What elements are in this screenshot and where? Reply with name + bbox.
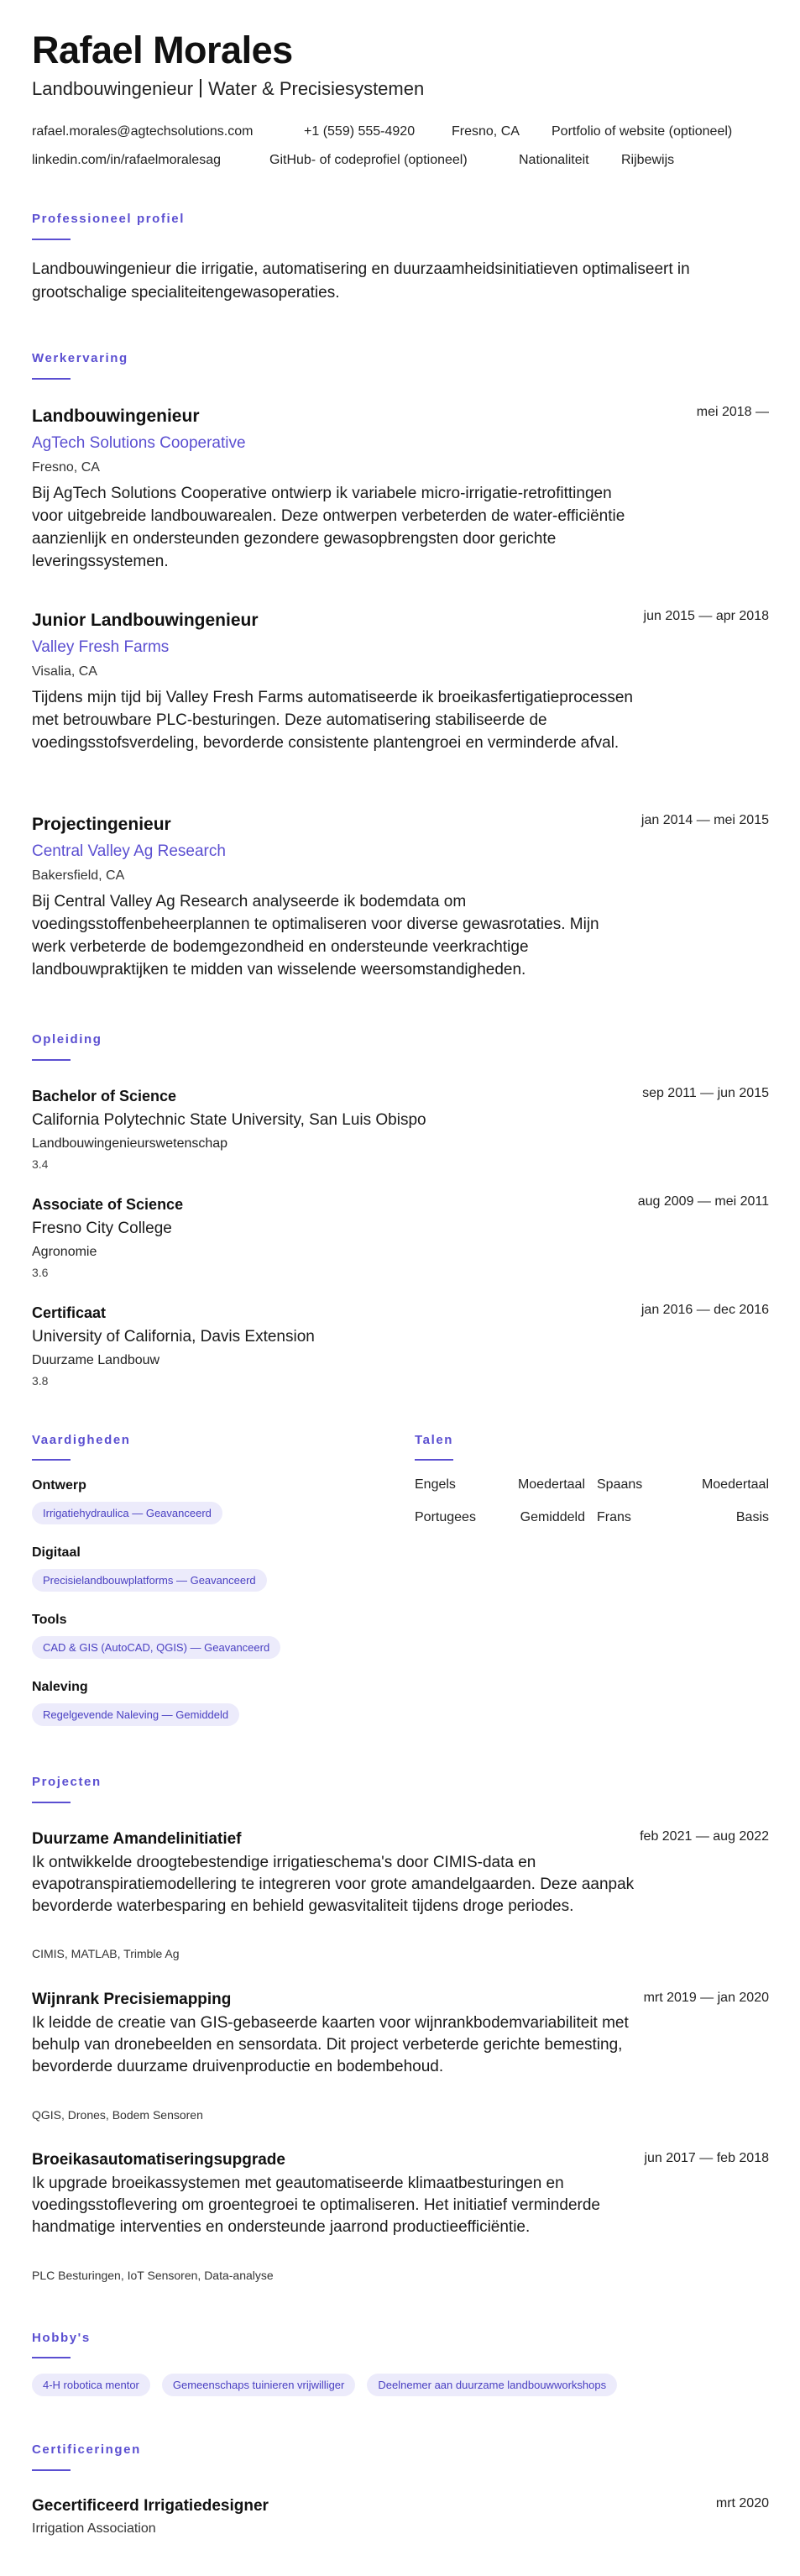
language-level: Moedertaal bbox=[517, 1477, 585, 1492]
section-divider bbox=[32, 1059, 71, 1061]
project-description: Ik upgrade broeikassystemen met geautomatiseerde klimaatbesturingen en voedingsstoflevering om groentegroei te optimaliseren. Het initiatief verminderde handmatige interventies en ondersteunde jaarrond productieefficiëntie. bbox=[32, 2175, 600, 2236]
project-title: Duurzame Amandelinitiatief bbox=[32, 1830, 242, 1848]
language-level: Moedertaal bbox=[701, 1477, 769, 1492]
job-title: Projectingenieur bbox=[32, 815, 171, 834]
education-gpa: 3.6 bbox=[32, 1266, 49, 1279]
skill-chip bbox=[32, 1502, 222, 1524]
project-title: Broeikasautomatiseringsupgrade bbox=[32, 2151, 285, 2169]
contact-license: Rijbewijs bbox=[621, 153, 675, 167]
education-dates: aug 2009 — mei 2011 bbox=[637, 1194, 769, 1209]
job-headline bbox=[32, 78, 424, 100]
job-location: Fresno, CA bbox=[32, 460, 100, 475]
section-title-hobbies: Hobby's bbox=[32, 2331, 91, 2345]
job-dates: mei 2018 — bbox=[696, 405, 769, 419]
skill-category: Tools bbox=[32, 1613, 67, 1627]
job-description: Bij Central Valley Ag Research analyseerde ik bodemdata om voedingsstoffenbeheerplannen te optimaliseren voor diverse gewasrotaties. Mijn werk verbeterde de bodemgezondheid en ondersteunde veerkrachtige landbouwpraktijken te midden van wisselende weersomstandigheden. bbox=[32, 893, 599, 978]
education-degree: Certificaat bbox=[32, 1304, 107, 1321]
section-divider bbox=[32, 1802, 71, 1803]
candidate-name: Rafael Morales bbox=[32, 29, 293, 71]
project-description: Ik ontwikkelde droogtebestendige irrigatieschema's door CIMIS-data en evapotranspiratiemodellering te integreren voor grote amandelgaarden. Deze aanpak bevorderde waterbesparing en behield gewasvitaliteit tijdens droge periodes. bbox=[32, 1854, 635, 1915]
skill-chip-label: Regelgevende Naleving — Gemiddeld bbox=[32, 1703, 239, 1726]
education-school: Fresno City College bbox=[32, 1220, 172, 1237]
skill-chip bbox=[32, 1569, 267, 1592]
skill-chip bbox=[32, 1703, 239, 1726]
headline-specialty: Water & Precisiesystemen bbox=[208, 78, 425, 99]
headline-role: Landbouwingenieur bbox=[32, 78, 194, 99]
job-dates: jan 2014 — mei 2015 bbox=[641, 813, 769, 827]
job-company: AgTech Solutions Cooperative bbox=[32, 434, 246, 452]
contact-location: Fresno, CA bbox=[452, 124, 520, 139]
skill-category: Ontwerp bbox=[32, 1478, 86, 1493]
section-divider bbox=[32, 1459, 71, 1461]
project-title: Wijnrank Precisiemapping bbox=[32, 1991, 232, 2008]
section-title-languages: Talen bbox=[415, 1433, 454, 1447]
project-dates: jun 2017 — feb 2018 bbox=[644, 2151, 769, 2165]
job-title: Landbouwingenieur bbox=[32, 407, 200, 426]
section-divider bbox=[415, 1459, 453, 1461]
project-dates: mrt 2019 — jan 2020 bbox=[643, 1991, 769, 2005]
job-company: Central Valley Ag Research bbox=[32, 842, 226, 860]
job-company: Valley Fresh Farms bbox=[32, 638, 170, 656]
project-dates: feb 2021 — aug 2022 bbox=[640, 1829, 769, 1844]
project-tech: PLC Besturingen, IoT Sensoren, Data-analyse bbox=[32, 2269, 274, 2282]
section-divider bbox=[32, 2469, 71, 2471]
skill-chip bbox=[32, 1636, 280, 1659]
education-degree: Bachelor of Science bbox=[32, 1088, 177, 1104]
contact-github[interactable]: GitHub- of codeprofiel (optioneel) bbox=[269, 153, 468, 167]
language-name: Engels bbox=[415, 1477, 456, 1492]
certification-date: mrt 2020 bbox=[715, 2496, 769, 2510]
skill-category: Digitaal bbox=[32, 1545, 81, 1560]
project-tech: CIMIS, MATLAB, Trimble Ag bbox=[32, 1947, 180, 1960]
certification-issuer: Irrigation Association bbox=[32, 2521, 156, 2536]
contact-linkedin[interactable]: linkedin.com/in/rafaelmoralesag bbox=[32, 153, 221, 167]
education-school: University of California, Davis Extension bbox=[32, 1328, 315, 1346]
section-divider bbox=[32, 378, 71, 380]
skill-chip-label: Irrigatiehydraulica — Geavanceerd bbox=[32, 1502, 222, 1524]
education-gpa: 3.8 bbox=[32, 1374, 49, 1388]
section-title-experience: Werkervaring bbox=[32, 351, 128, 365]
section-title-projects: Projecten bbox=[32, 1775, 102, 1789]
education-degree: Associate of Science bbox=[32, 1196, 184, 1213]
section-title-education: Opleiding bbox=[32, 1032, 102, 1047]
profile-summary: Landbouwingenieur die irrigatie, automatisering en duurzaamheidsinitiatieven optimaliseert in grootschalige specialiteitengewasoperaties. bbox=[32, 260, 690, 302]
job-description: Bij AgTech Solutions Cooperative ontwierp ik variabele micro-irrigatie-retrofittingen voor uitgebreide landbouwarealen. Deze ontwerpen verbeterden de water-efficiëntie aanzienlijk en ondersteunden gezondere gewasopbrengsten door gerichte leveringssystemen. bbox=[32, 485, 625, 570]
project-tech: QGIS, Drones, Bodem Sensoren bbox=[32, 2108, 203, 2122]
language-name: Portugees bbox=[415, 1510, 476, 1524]
contact-nationality: Nationaliteit bbox=[519, 153, 589, 167]
section-divider bbox=[32, 2357, 71, 2358]
language-name: Spaans bbox=[597, 1477, 643, 1492]
skill-chip-label: CAD & GIS (AutoCAD, QGIS) — Geavanceerd bbox=[32, 1636, 280, 1659]
job-dates: jun 2015 — apr 2018 bbox=[643, 609, 769, 623]
headline-separator bbox=[200, 79, 201, 97]
hobby-chip: 4-H robotica mentor bbox=[32, 2374, 150, 2396]
language-name: Frans bbox=[597, 1510, 631, 1524]
job-description: Tijdens mijn tijd bij Valley Fresh Farms automatiseerde ik broeikasfertigatieprocessen met betrouwbare PLC-besturingen. Deze automatisering stabiliseerde de voedingsstofsverdeling, bevorderde consistente plantengroei en verminderde afval. bbox=[32, 689, 633, 752]
contact-email[interactable]: rafael.morales@agtechsolutions.com bbox=[32, 124, 254, 139]
language-level: Basis bbox=[735, 1510, 769, 1524]
project-description: Ik leidde de creatie van GIS-gebaseerde kaarten voor wijnrankbodemvariabiliteit met behulp van dronebeelden en sensordata. Dit project verbeterde gerichte bemesting, bevorderde duurzame druivenproductie en bodembehoud. bbox=[32, 2014, 629, 2075]
hobby-chip: Deelnemer aan duurzame landbouwworkshops bbox=[367, 2374, 617, 2396]
language-level: Gemiddeld bbox=[520, 1510, 585, 1524]
education-school: California Polytechnic State University, San Luis Obispo bbox=[32, 1111, 426, 1129]
education-dates: sep 2011 — jun 2015 bbox=[642, 1086, 769, 1100]
section-divider bbox=[32, 239, 71, 240]
section-title-skills: Vaardigheden bbox=[32, 1433, 131, 1447]
job-location: Bakersfield, CA bbox=[32, 868, 125, 883]
contact-portfolio[interactable]: Portfolio of website (optioneel) bbox=[552, 124, 733, 139]
certification-name: Gecertificeerd Irrigatiedesigner bbox=[32, 2497, 269, 2515]
contact-phone[interactable]: +1 (559) 555-4920 bbox=[304, 124, 416, 139]
education-dates: jan 2016 — dec 2016 bbox=[641, 1303, 769, 1317]
hobby-chip: Gemeenschaps tuinieren vrijwilliger bbox=[162, 2374, 355, 2396]
skill-chip-label: Precisielandbouwplatforms — Geavanceerd bbox=[32, 1569, 267, 1592]
education-field: Agronomie bbox=[32, 1245, 97, 1259]
education-field: Landbouwingenieurswetenschap bbox=[32, 1136, 228, 1151]
education-field: Duurzame Landbouw bbox=[32, 1353, 160, 1367]
section-title-certifications: Certificeringen bbox=[32, 2442, 141, 2457]
job-title: Junior Landbouwingenieur bbox=[32, 611, 259, 630]
job-location: Visalia, CA bbox=[32, 664, 97, 679]
skill-category: Naleving bbox=[32, 1680, 88, 1694]
education-gpa: 3.4 bbox=[32, 1157, 49, 1171]
section-title-profile: Professioneel profiel bbox=[32, 212, 185, 226]
hobby-list bbox=[32, 2374, 617, 2396]
